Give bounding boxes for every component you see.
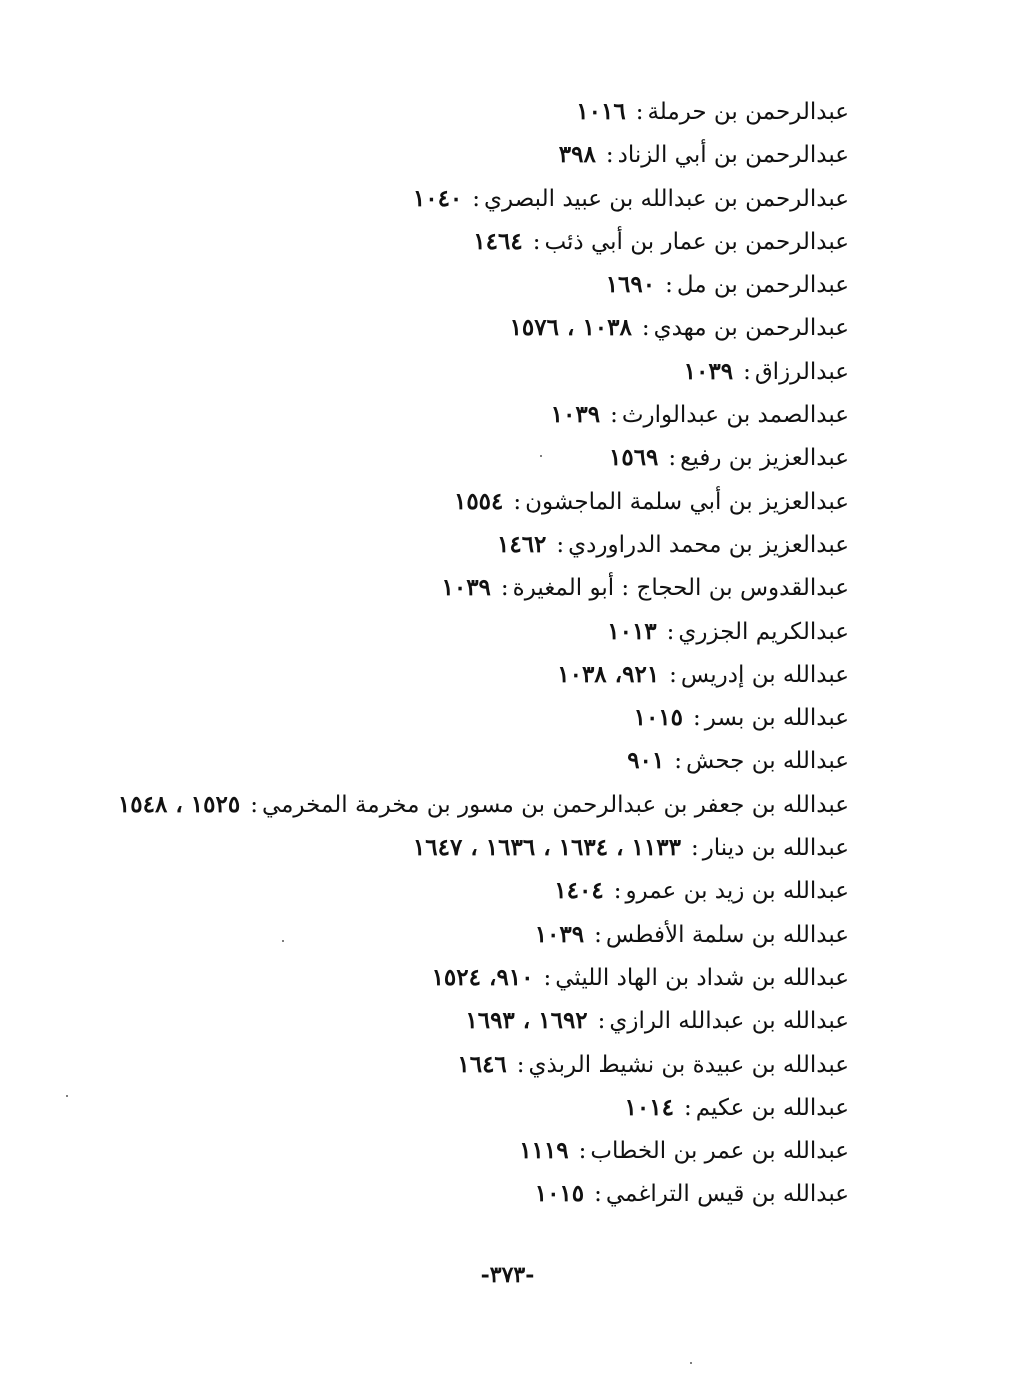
- scan-speck: [66, 1095, 68, 1097]
- entry-references: ١٥٦٩: [609, 444, 659, 472]
- entry-separator: :: [613, 878, 622, 905]
- entry-separator: :: [597, 1008, 606, 1035]
- entry-references: ١٠١٣: [607, 617, 657, 645]
- index-entry: [129, 610, 849, 653]
- entry-separator: :: [666, 618, 675, 645]
- entry-separator: :: [516, 1051, 525, 1078]
- entry-name: عبدالله بن عبدالله الرازي: [609, 1008, 849, 1035]
- entry-references: ١٠٣٩: [441, 574, 491, 602]
- entry-name: عبدالله بن عمر بن الخطاب: [590, 1138, 849, 1165]
- scan-speck: [282, 940, 284, 942]
- entry-name: عبدالله بن عكيم: [695, 1094, 849, 1121]
- entry-name: عبدالله بن جحش: [686, 748, 849, 775]
- entry-references: ١٠١٥: [633, 704, 684, 732]
- entry-references: ١٦٩٠: [605, 271, 656, 299]
- entry-separator: :: [594, 921, 602, 948]
- entry-references: ٩١٠، ١٥٢٤: [431, 963, 534, 991]
- entry-name: عبدالعزيز بن محمد الدراوردي: [568, 531, 849, 558]
- entry-name: عبدالرحمن بن حرملة: [647, 99, 849, 125]
- entry-name: عبدالله بن بسر: [704, 705, 849, 732]
- index-entry: [129, 263, 849, 306]
- entry-references: ١٦٩٢ ، ١٦٩٣: [465, 1007, 588, 1035]
- entry-references: ١٠٣٩: [550, 401, 601, 429]
- entry-name: عبدالله بن سلمة الأفطس: [605, 921, 849, 948]
- entry-separator: :: [556, 531, 565, 558]
- entry-references: ٩٢١، ١٠٣٨: [557, 660, 660, 688]
- entry-references: ٩٠١: [627, 747, 665, 775]
- entry-name: عبدالله بن جعفر بن عبدالرحمن بن مسور بن مخرمة المخرمي: [261, 791, 849, 818]
- index-entry: [129, 177, 849, 220]
- entry-separator: :: [513, 488, 522, 515]
- entry-separator: :: [690, 835, 699, 862]
- index-entry: [129, 436, 849, 479]
- entry-name: عبدالله بن إدريس: [680, 661, 849, 688]
- entry-name: عبدالله بن شداد بن الهاد الليثي: [555, 964, 849, 991]
- entry-separator: :: [743, 358, 751, 385]
- entry-separator: :: [669, 661, 677, 688]
- entry-references: ١٠١٥: [534, 1180, 585, 1208]
- entry-name: عبدالله بن عبيدة بن نشيط الربذي: [528, 1051, 849, 1078]
- index-entry: [129, 1043, 849, 1086]
- entry-references: ١٥٢٥ ، ١٥٤٨: [117, 790, 241, 818]
- entry-name: عبدالعزيز بن أبي سلمة الماجشون: [525, 488, 849, 515]
- entry-separator: :: [674, 748, 682, 775]
- index-entry: [129, 956, 849, 999]
- entry-separator: :: [665, 272, 673, 299]
- scan-speck: [690, 1362, 692, 1364]
- index-entry: [129, 566, 849, 609]
- entry-separator: :: [594, 1181, 602, 1208]
- entry-separator: :: [668, 445, 677, 472]
- index-entry: [129, 306, 849, 349]
- index-entry: [129, 220, 849, 263]
- index-entry: [129, 350, 849, 393]
- entry-references: ١٠٣٩: [534, 920, 585, 948]
- entry-separator: :: [683, 1094, 692, 1121]
- entry-references: ١١١٩: [519, 1137, 569, 1165]
- index-entry: [129, 826, 849, 869]
- entry-separator: :: [693, 705, 701, 732]
- page-number: -٣٧٣-: [480, 1262, 535, 1288]
- index-entry: [129, 696, 849, 739]
- scan-speck: [540, 455, 542, 457]
- entry-separator: :: [500, 575, 509, 602]
- entry-separator: :: [532, 228, 541, 255]
- entry-separator: :: [250, 791, 258, 818]
- entry-separator: :: [472, 185, 481, 212]
- entry-references: ١٠٣٨ ، ١٥٧٦: [509, 314, 632, 342]
- entry-references: ١٦٤٦: [457, 1050, 507, 1078]
- index-entry: [129, 739, 849, 782]
- entry-separator: :: [543, 964, 552, 991]
- entry-name: عبدالصمد بن عبدالوارث: [621, 402, 849, 429]
- entry-references: ١٥٥٤: [453, 487, 504, 515]
- entry-separator: :: [635, 99, 644, 125]
- entry-separator: :: [610, 402, 618, 429]
- index-entry: [129, 869, 849, 912]
- index-entry: [129, 1086, 849, 1129]
- index-entry: [129, 1129, 849, 1172]
- index-entry: [129, 999, 849, 1042]
- index-entry: [117, 783, 849, 826]
- entry-separator: :: [605, 142, 614, 169]
- entry-references: ١١٣٣ ، ١٦٣٤ ، ١٦٣٦ ، ١٦٤٧: [412, 834, 681, 862]
- index-entry: [129, 480, 849, 523]
- entry-name: عبدالله بن قيس التراغمي: [605, 1181, 849, 1208]
- index-entry: [129, 653, 849, 696]
- entry-name: عبدالقدوس بن الحجاج : أبو المغيرة: [512, 575, 849, 602]
- entry-name: عبدالرزاق: [754, 358, 849, 385]
- entry-references: ١٤٦٤: [473, 227, 523, 255]
- entry-references: ١٠١٤: [624, 1093, 674, 1121]
- entry-references: ١٠١٦: [576, 98, 626, 125]
- name-index-list: [117, 90, 849, 1216]
- entry-name: عبدالعزيز بن رفيع: [680, 445, 849, 472]
- entry-name: عبدالرحمن بن عمار بن أبي ذئب: [544, 228, 849, 255]
- entry-name: عبدالله بن دينار: [702, 835, 849, 862]
- entry-references: ٣٩٨: [558, 141, 596, 169]
- entry-name: عبدالكريم الجزري: [678, 618, 849, 645]
- entry-separator: :: [641, 315, 650, 342]
- entry-name: عبدالرحمن بن عبدالله بن عبيد البصري: [484, 185, 849, 212]
- entry-references: ١٤٦٢: [497, 530, 547, 558]
- entry-references: ١٠٤٠: [412, 184, 463, 212]
- entry-name: عبدالله بن زيد بن عمرو: [625, 878, 849, 905]
- entry-references: ١٠٣٩: [683, 357, 734, 385]
- entry-references: ١٤٠٤: [554, 877, 604, 905]
- index-entry: [129, 523, 849, 566]
- index-entry: [129, 393, 849, 436]
- entry-separator: :: [578, 1138, 587, 1165]
- entry-name: عبدالرحمن بن مهدي: [653, 315, 849, 342]
- index-entry: [129, 913, 849, 956]
- entry-name: عبدالرحمن بن مل: [676, 272, 849, 299]
- index-entry: [129, 90, 849, 133]
- index-entry: [129, 1172, 849, 1215]
- index-entry: [129, 133, 849, 176]
- entry-name: عبدالرحمن بن أبي الزناد: [617, 142, 849, 169]
